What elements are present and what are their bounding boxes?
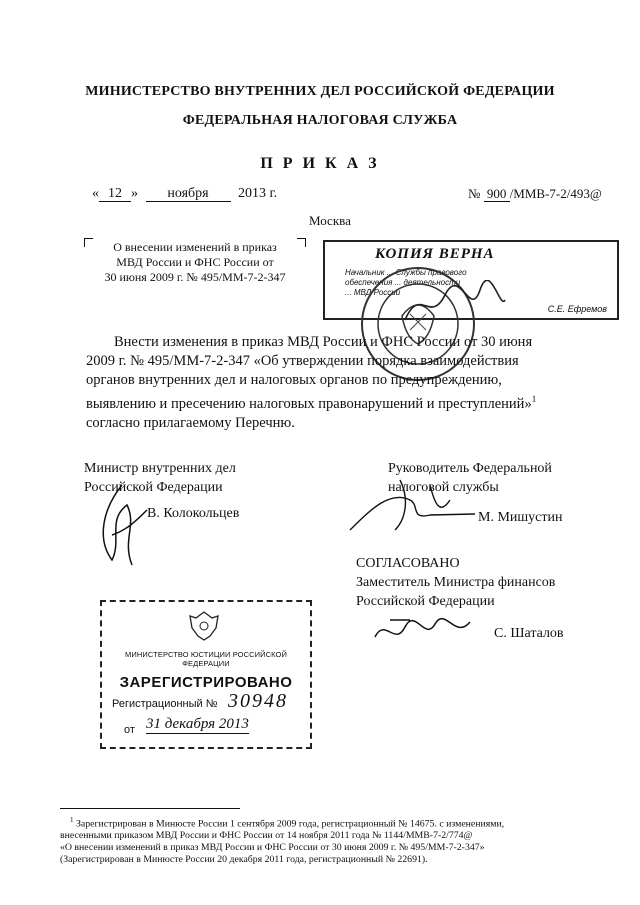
footnote-line: «О внесении изменений в приказ МВД России и ФНС России от 30 июня 2009 г. № 495/ММ-7-2-347» [60,842,485,854]
date-close-quote: » [131,186,138,201]
number-prefix: № [468,186,481,201]
footnote-line: $^1$ Зарегистрирован в Минюсте России 1 сентября 2009 года, регистрационный № 14675. с изменениями, [70,816,505,830]
agreed-name: С. Шаталов [494,626,564,641]
subject-line: 30 июня 2009 г. № 495/ММ-7-2-347 [104,270,286,284]
date-open-quote: « [92,186,99,201]
signatory-left-name: В. Колокольцев [147,506,240,521]
stamp-text: Начальник ... Службы правового обеспечения ... деятельности ... МВД России [345,268,467,297]
signatory-right-name: М. Мишустин [478,510,563,525]
stamp-signature-icon [400,280,510,330]
signature-mishustin-icon [340,470,480,540]
footnote-ref: 1 [531,394,537,404]
footnote-line: внесенными приказом МВД России и ФНС России от 14 ноября 2011 года № 1144/ММВ-7-2/774@ [60,830,473,842]
signature-shatalov-icon [370,612,480,652]
registration-stamp [100,600,312,749]
service-title: ФЕДЕРАЛЬНАЯ НАЛОГОВАЯ СЛУЖБА [182,113,458,128]
body-line: выявлению и пресечению налоговых правонарушений и преступлений»$^1$ [86,394,537,412]
reg-date-value: 31 декабря 2013 [146,716,249,732]
signatory-right-title: Руководитель Федеральной налоговой службы [388,461,552,495]
stamp-name: С.Е. Ефремов [547,304,607,314]
reg-date-label: от [124,724,135,736]
order-subject [95,240,295,285]
agreed-label: СОГЛАСОВАНО [356,556,460,571]
subject-bracket-right [297,238,306,247]
reg-ministry: МИНИСТЕРСТВО ЮСТИЦИИ РОССИЙСКОЙ ФЕДЕРАЦИИ [125,650,287,668]
order-body [86,333,572,433]
body-line: Внести изменения в приказ МВД России и ФНС России от 30 июня [114,334,533,350]
number-suffix: /ММВ-7-2/493@ [509,186,602,201]
reg-status: ЗАРЕГИСТРИРОВАНО [119,674,293,691]
ministry-title: МИНИСТЕРСТВО ВНУТРЕННИХ ДЕЛ РОССИЙСКОЙ ФЕДЕРАЦИИ [85,84,555,99]
footnote-divider [60,808,240,809]
date-month: ноября [146,187,231,202]
footnote-line: (Зарегистрирован в Минюсте России 20 декабря 2011 года, регистрационный № 22691). [60,854,428,866]
subject-line: МВД России и ФНС России от [116,255,274,269]
date-day: 12 [99,187,131,202]
signatory-left-title: Министр внутренних дел Российской Федерации [84,461,236,495]
date-year: 2013 г. [238,186,278,201]
city: Москва [309,213,351,228]
document-type: П Р И К А З [260,155,380,172]
body-line: 2009 г. № 495/ММ-7-2-347 «Об утверждении порядка взаимодействия [86,353,519,369]
coat-of-arms-icon [184,608,224,644]
signature-kolokoltsev-icon [92,480,152,570]
number-value: 900 [484,187,510,202]
body-line: согласно прилагаемому Перечню. [86,414,295,431]
document-number [468,186,602,202]
footnote [60,814,580,866]
body-line: органов внутренних дел и налоговых органов по предупреждению, [86,372,502,388]
agreed-block: СОГЛАСОВАНО Заместитель Министра финансов Российской Федерации [356,556,556,609]
subject-bracket-left [84,238,93,247]
reg-number-value: 30948 [228,690,288,712]
subject-line: О внесении изменений в приказ [113,240,277,254]
stamp-title: КОПИЯ ВЕРНА [375,246,495,262]
reg-number-label: Регистрационный № [112,698,218,710]
document-date [92,186,277,202]
